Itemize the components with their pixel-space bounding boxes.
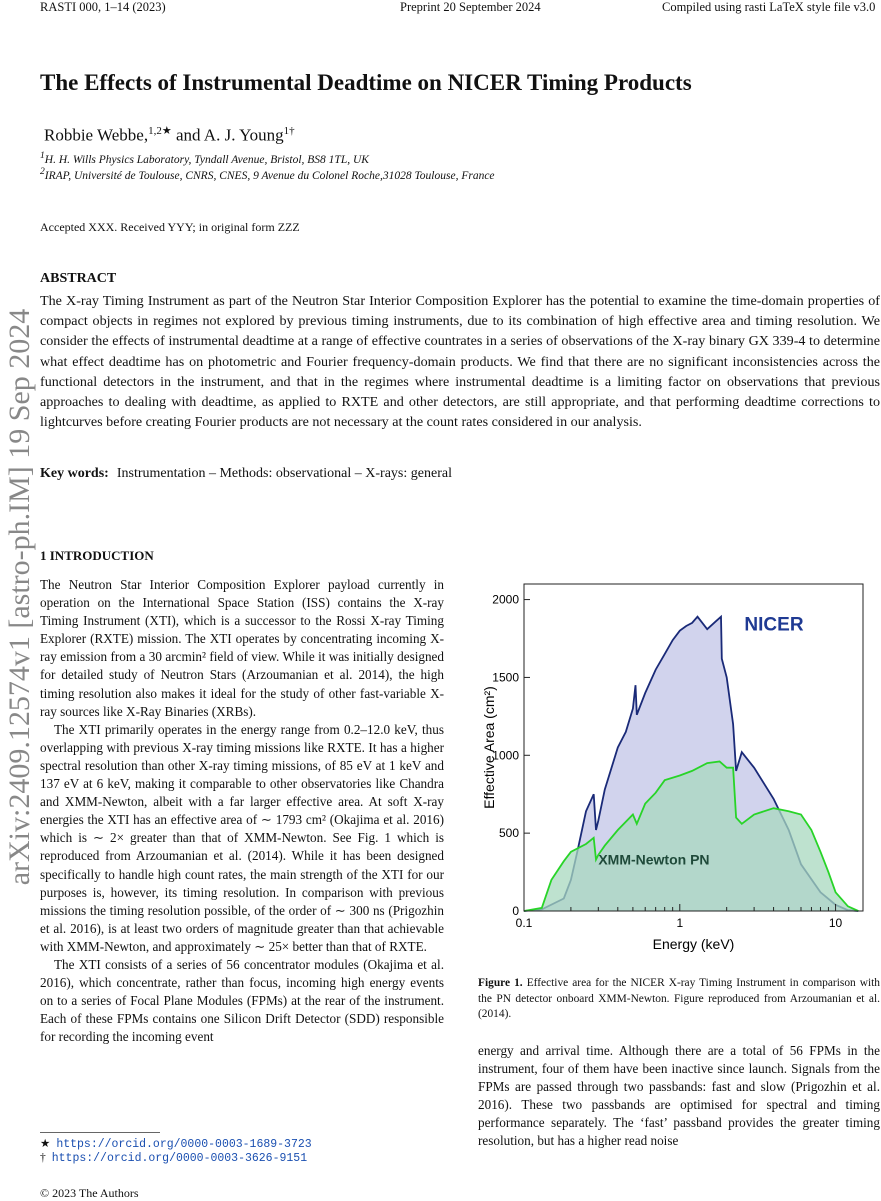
caption-text: Effective area for the NICER X-ray Timing Instrument in comparison with the PN detector onboard XMM-Newton. Figure reproduced from Arzoumanian et al. (2014). [478,977,880,1020]
y-axis-label: Effective Area (cm²) [481,686,497,809]
y-tick-label: 1000 [492,748,519,763]
intro-paragraph-2: The XTI primarily operates in the energy range from 0.2–12.0 keV, thus overlapping with previous X-ray timing missions like RXTE. It has a higher spectral resolution than other X-ray timing missions, of 85 eV at 1 keV and 137 eV at 6 keV, making it comparable to other observatories like Chandra and XMM-Newton, albeit with a far larger effective area. At soft X-ray energies the XTI has an effective area of ∼ 1793 cm² (Okajima et al. 2016) which is ∼ 2× greater than that of XMM-Newton. See Fig. 1 which is reproduced from Arzoumanian et al. (2014). While it has been designed specifically to handle high count rates, the main strength of the XTI for our purposes is, however, its timing resolution. In comparison with previous missions the timing resolution possible, of the order of ∼ 300 ns (Prigozhin et al. 2016), is at least two orders of magnitude greater than that achievable with XMM-Newton, and approximately ∼ 25× better than that of RXTE. [40,721,444,954]
x-axis-label: Energy (keV) [652,936,735,952]
arxiv-stamp: arXiv:2409.12574v1 [astro-ph.IM] 19 Sep 2024 [3,308,36,886]
copyright: © 2023 The Authors [40,1186,139,1200]
y-tick-label: 2000 [492,592,519,607]
intro-paragraph-3-cont: energy and arrival time. Although there are a total of 56 FPMs in the instrument, four of them have been inactive since launch. Signals from the FPMs are passed through two passbands: fast and slow (Prigozhin et al. 2016). These two passbands are optimised for spectral and timing performance separately. The ‘fast’ passband provides the greater timing resolution, but has a higher read noise [478,1043,880,1149]
effective-area-chart [478,566,880,966]
section-heading: 1 INTRODUCTION [40,548,154,563]
author-2-marks: 1† [283,125,295,137]
annotation-xmm: XMM-Newton PN [598,851,710,868]
accepted-line: Accepted XXX. Received YYY; in original form ZZZ [40,220,300,234]
y-tick-label: 1500 [492,670,519,685]
figure-caption [478,976,880,1023]
keywords [40,466,452,482]
footnote-2: † https://orcid.org/0000-0003-3626-9151 [40,1152,308,1165]
affiliation-1: $^1$H. H. Wills Physics Laboratory, Tyndall Avenue, Bristol, BS8 1TL, UK [40,150,369,166]
x-tick-label: 0.1 [515,916,533,930]
keywords-label: Key words: [40,466,109,481]
footnote-rule [40,1132,160,1133]
y-tick-label: 0 [512,904,519,918]
intro-paragraph-1: The Neutron Star Interior Composition Explorer payload currently in operation on the International Space Station (ISS) contains the X-ray Timing Instrument (XTI), which is a successor to the Rossi X-ray Timing Explorer (RXTE) mission. The XTI operates by concentrating incoming X-ray emission from a 30 arcmin² field of view. While it was initially designed for detailed study of Neutron Stars (Arzoumanian et al. 2014), the high timing resolution also makes it ideal for the study of other fast-variable X-ray sources like X-Ray Binaries (XRBs). [40,577,444,719]
author-2: and A. J. Young [175,125,284,145]
orcid-link-1[interactable]: https://orcid.org/0000-0003-1689-3723 [56,1138,312,1151]
x-tick-label: 10 [828,916,843,930]
y-tick-label: 500 [498,826,519,841]
annotation-nicer: NICER [744,614,804,636]
author-list [44,124,295,146]
header-preprint: Preprint 20 September 2024 [400,0,541,14]
author-1: Robbie Webbe, [44,125,149,145]
abstract-text: The X-ray Timing Instrument as part of the Neutron Star Interior Composition Explorer has the potential to examine the time-domain properties of compact objects in regimes not explored by previous timing instruments, due to its combination of high effective area and timing resolution. We consider the effects of instrumental deadtime at a range of effective countrates in a series of observations of the X-ray binary GX 339-4 to determine what effect deadtime has on photometric and Fourier frequency-domain products. We find that there are no significant inconsistencies across the functional detectors in the instrument, and that in the regimes where instrumental deadtime is a limiting factor on observations that previous approaches to dealing with deadtime, as applied to RXTE and other detectors, are still appropriate, and that performing deadtime corrections to lightcurves before creating Fourier products are not necessary at the count rates considered in our analysis. [40,293,880,431]
paper-title: The Effects of Instrumental Deadtime on NICER Timing Products [40,70,692,95]
x-tick-label: 1 [676,916,684,930]
right-column [478,1042,880,1151]
intro-paragraph-3: The XTI consists of a series of 56 concentrator modules (Okajima et al. 2016), which concentrate, rather than focus, incoming high energy events on to a series of Focal Plane Modules (FPMs) at the rear of the instrument. Each of these FPMs contains one Silicon Drift Detector (SDD) responsible for recording the incoming event [40,956,444,1045]
header-compiled: Compiled using rasti LaTeX style file v3.0 [662,0,876,14]
abstract-heading: ABSTRACT [40,271,117,286]
affiliation-2: $^2$IRAP, Université de Toulouse, CNRS, CNES, 9 Avenue du Colonel Roche,31028 Toulouse, France [40,166,495,182]
orcid-link-2[interactable]: https://orcid.org/0000-0003-3626-9151 [51,1152,308,1165]
footnote-1: ★ https://orcid.org/0000-0003-1689-3723 [40,1138,312,1151]
left-column [40,576,444,1046]
keywords-list: Instrumentation – Methods: observational – X-rays: general [116,466,452,481]
series-area-xmm [524,762,858,912]
header-journal: RASTI 000, 1–14 (2023) [40,0,166,14]
author-1-marks: 1,2★ [148,125,172,137]
caption-label: Figure 1. [478,977,523,989]
